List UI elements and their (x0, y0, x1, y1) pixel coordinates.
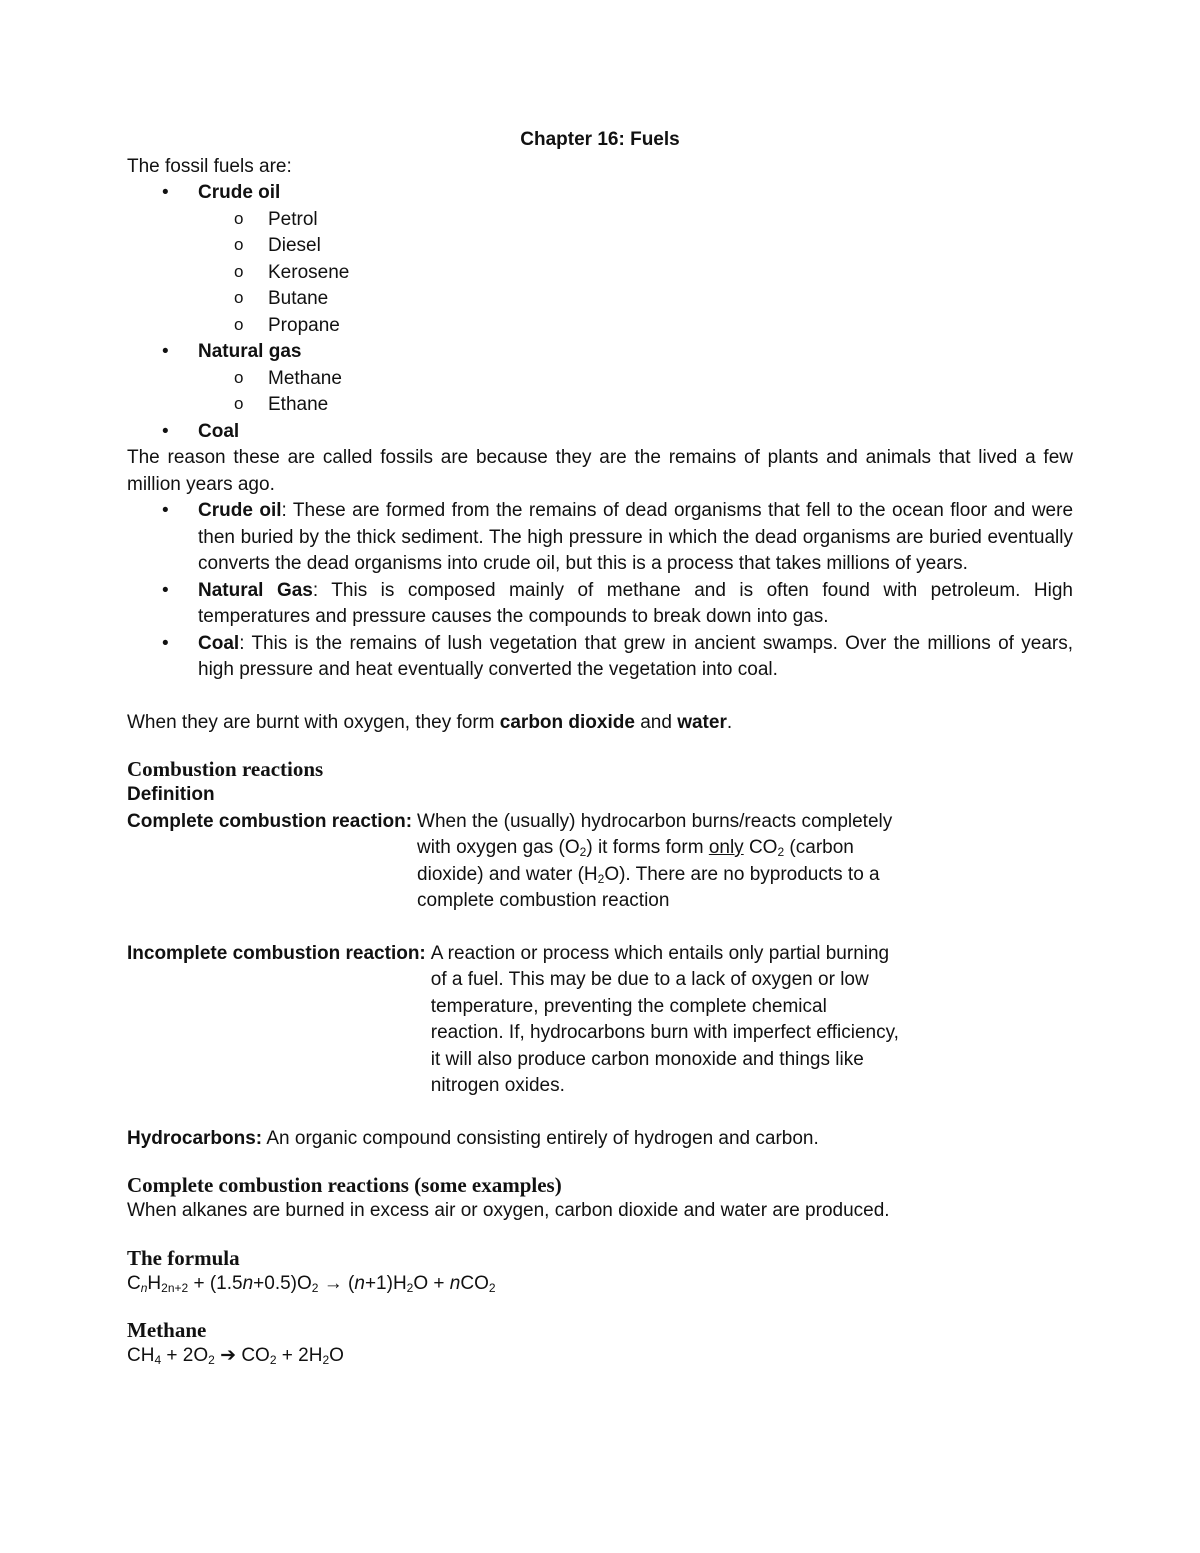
burn-bold-co2: carbon dioxide (499, 711, 635, 733)
burn-bold-water: water (677, 711, 727, 733)
combustion-heading: Combustion reactions (127, 757, 324, 781)
formation-term: Crude oil (198, 500, 282, 521)
list-item-label: Coal (198, 420, 240, 442)
spacer (127, 1297, 1073, 1317)
burn-text: . (726, 711, 733, 733)
subscript: 2 (311, 1280, 319, 1295)
list-item-label: Crude oil (198, 182, 281, 203)
formula-part: H (147, 1272, 162, 1294)
sub-list-item: o Ethane (127, 392, 1073, 419)
spacer (127, 736, 1073, 756)
complete-combustion-definition (127, 809, 1073, 915)
subscript: 2 (322, 1353, 330, 1367)
sub-list-item: o Methane (127, 366, 1073, 393)
def-text-part: O). There are no byproducts to a complete combustion reaction (417, 863, 880, 911)
formula-part: CH (127, 1345, 155, 1366)
definition-heading: Definition (127, 784, 215, 805)
burn-text: and (634, 711, 678, 733)
reaction-arrow: → ( (318, 1272, 355, 1294)
methane-equation (127, 1343, 1073, 1370)
formula-variable: n (449, 1272, 461, 1294)
subscript: 2 (406, 1280, 414, 1295)
formation-item-crude-oil (127, 498, 1073, 578)
formula-part: C (127, 1272, 141, 1294)
list-item-label: Natural gas (198, 341, 302, 362)
intro-text: The fossil fuels are: (127, 155, 292, 177)
underlined-only: only (708, 837, 744, 858)
document-content (127, 127, 1073, 1370)
formula-part: + 2H (276, 1345, 323, 1366)
formula-part: O + (413, 1272, 450, 1294)
incomplete-combustion-definition (127, 941, 1073, 1100)
subscript: 2 (579, 845, 587, 859)
list-item-crude-oil (127, 180, 1073, 339)
subscript: 4 (154, 1353, 162, 1367)
def-text-part: CO (743, 837, 778, 858)
spacer (127, 1100, 1073, 1126)
formula-variable: n (242, 1272, 254, 1294)
definition-text (412, 809, 897, 915)
def-text-part: (carbon dioxide) and water (H (417, 837, 854, 885)
sub-list-item: o Kerosene (127, 260, 1073, 287)
formula-heading: The formula (127, 1245, 240, 1270)
formation-term: Natural Gas (198, 579, 313, 601)
formation-item-natural-gas (127, 578, 1073, 631)
subscript: 2 (597, 871, 605, 886)
sub-list (127, 366, 1073, 419)
formation-text: : This is the remains of lush vegetation that grew in ancient swamps. Over the millions of years, high pressure and heat eventually converted the vegetation into coal. (198, 632, 1073, 680)
formula-part: + (1.5 (188, 1272, 243, 1294)
formula-part: +0.5)O (253, 1272, 312, 1294)
subscript: n (140, 1280, 148, 1295)
subscript: 2n+2 (161, 1280, 189, 1295)
examples-heading: Complete combustion reactions (some examples) (127, 1173, 562, 1197)
spacer (127, 1225, 1073, 1245)
sub-list-item: o Diesel (127, 233, 1073, 260)
subscript: 2 (488, 1280, 496, 1295)
general-formula (127, 1271, 1073, 1298)
formula-variable: n (354, 1272, 365, 1294)
formula-part: + 2O (161, 1345, 209, 1366)
sub-list-item: o Butane (127, 286, 1073, 313)
list-item-natural-gas (127, 339, 1073, 419)
methane-heading: Methane (127, 1318, 207, 1342)
formation-term: Coal (198, 632, 240, 654)
definition-text: A reaction or process which entails only partial burning of a fuel. This may be due to a lack of oxygen or low temperature, preventing the complete chemical reaction. If, hydrocarbons burn with imperfect efficiency, it will also produce carbon monoxide and things like nitrogen oxides. (430, 942, 899, 1096)
sub-list-item: o Propane (127, 313, 1073, 340)
spacer (127, 915, 1073, 941)
fossil-fuel-list (127, 180, 1073, 445)
reason-paragraph: The reason these are called fossils are because they are the remains of plants and animals that lived a few million years ago. (127, 447, 1073, 495)
spacer (127, 684, 1073, 710)
definition-term: Incomplete combustion reaction: (127, 942, 426, 964)
sub-list (127, 207, 1073, 340)
formation-list (127, 498, 1073, 684)
def-text-part: ) it forms form (586, 837, 709, 858)
definition-term: Hydrocarbons: (127, 1127, 263, 1149)
hydrocarbons-definition (127, 1126, 1073, 1153)
def-text-part: When the (usually) hydrocarbon burns/reacts completely with oxygen gas (O (417, 810, 893, 858)
formula-part: CO (460, 1272, 489, 1294)
subscript: 2 (269, 1353, 277, 1367)
reaction-arrow: ➔ (214, 1345, 242, 1366)
page-title: Chapter 16: Fuels (520, 129, 680, 150)
examples-text: When alkanes are burned in excess air or oxygen, carbon dioxide and water are produced. (127, 1200, 890, 1221)
definition-text: An organic compound consisting entirely of hydrogen and carbon. (262, 1127, 819, 1149)
formula-part: O (329, 1345, 344, 1366)
formula-part: +1)H (364, 1272, 407, 1294)
formation-text: : These are formed from the remains of dead organisms that fell to the ocean floor and were then buried by the thick sediment. The high pressure in which the dead organisms are buried eventually converts the dead organisms into crude oil, but this is a process that takes millions of years. (198, 500, 1074, 574)
burn-text: When they are burnt with oxygen, they form (127, 711, 500, 733)
list-item-coal (127, 419, 1073, 446)
sub-list-item: o Petrol (127, 207, 1073, 234)
formation-text: : This is composed mainly of methane and is often found with petroleum. High temperatures and pressure causes the compounds to break down into gas. (198, 579, 1074, 627)
subscript: 2 (208, 1353, 215, 1367)
subscript: 2 (777, 845, 785, 859)
burn-sentence (127, 710, 1073, 737)
formula-part: CO (241, 1345, 270, 1366)
formation-item-coal (127, 631, 1073, 684)
spacer (127, 1152, 1073, 1172)
definition-term: Complete combustion reaction: (127, 810, 413, 832)
